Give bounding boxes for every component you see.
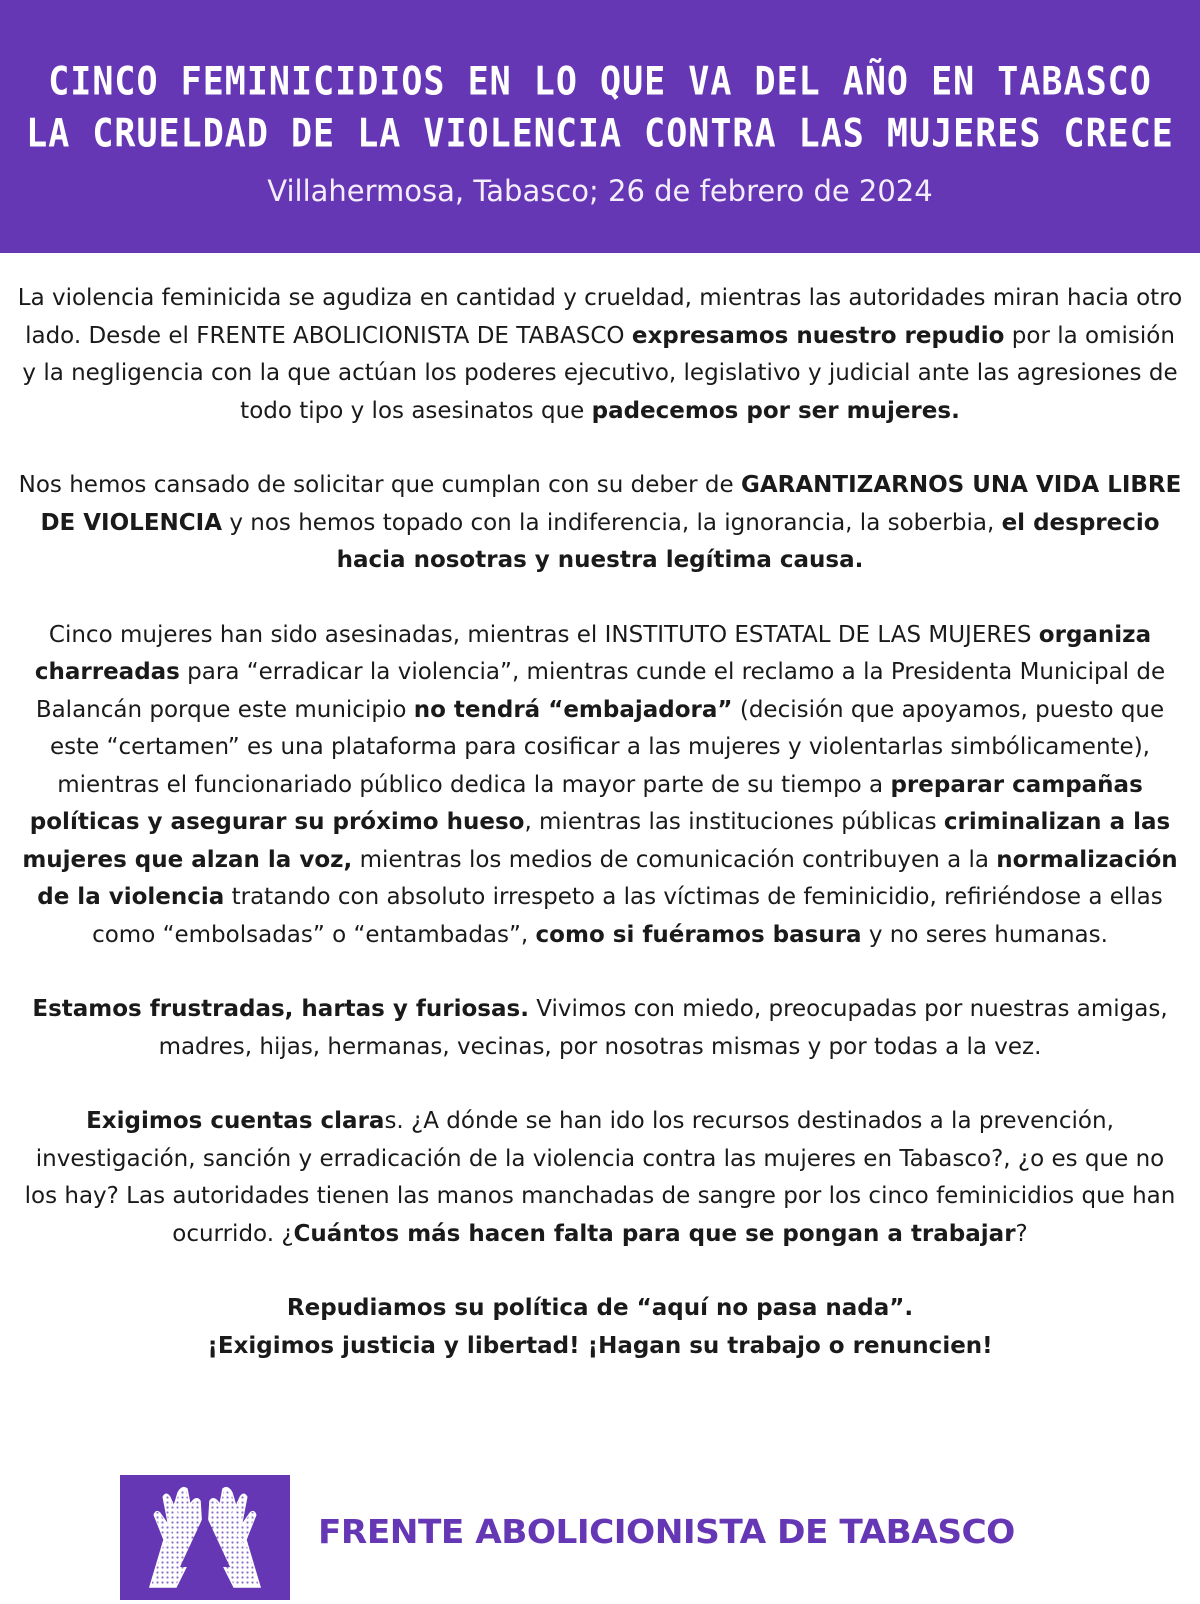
organization-name: FRENTE ABOLICIONISTA DE TABASCO [318, 1512, 1015, 1551]
p1-text-2: por la omisión y la negligencia con la que actúan los poderes ejecutivo, legislativo y judicial ante las agresiones de todo tipo y los asesinatos que [22, 322, 1178, 424]
closing-line-2: ¡Exigimos justicia y libertad! ¡Hagan su trabajo o renuncien! [207, 1332, 993, 1359]
p3-bold-5: normalización de la violencia [37, 846, 1178, 910]
headline-line-2: LA CRUELDAD DE LA VIOLENCIA CONTRA LAS MUJERES CRECE [26, 111, 1174, 157]
p3-text-5: mientras los medios de comunicación contribuyen a la [352, 846, 997, 873]
p3-text-6: tratando con absoluto irrespeto a las víctimas de feminicidio, refiriéndose a ellas como “embolsadas” o “entambadas”, [92, 884, 1163, 948]
p5-bold-1: Exigimos cuentas clara [86, 1108, 385, 1134]
p1-bold-2: padecemos por ser mujeres. [591, 397, 960, 424]
paragraph-3 [16, 617, 1184, 955]
logo-graphic [120, 1475, 290, 1600]
p2-text-2: y nos hemos topado con la indiferencia, la ignorancia, la soberbia, [222, 509, 1002, 536]
p3-bold-6: como si fuéramos basura [535, 921, 862, 948]
paragraph-2 [16, 467, 1184, 580]
paragraph-1 [16, 280, 1184, 430]
p3-bold-1: organiza charreadas [34, 621, 1152, 685]
p3-text-7: y no seres humanas. [861, 921, 1108, 948]
statement-body [16, 280, 1184, 1402]
paragraph-4 [16, 991, 1184, 1066]
p3-text-2: para “erradicar la violencia”, mientras cunde el reclamo a la Presidenta Municipal de Balancán porque este municipio [35, 659, 1166, 723]
p5-text-1: s. ¿A dónde se han ido los recursos destinados a la prevención, investigación, sanción y erradicación de la violencia contra las mujeres en Tabasco?, ¿o es que no los hay? Las autoridades tienen las manos manchadas de sangre por los cinco feminicidios que han ocurrido. ¿ [24, 1108, 1176, 1247]
p3-bold-3: preparar campañas políticas y asegurar su próximo hueso [29, 771, 1143, 835]
p4-bold-1: Estamos frustradas, hartas y furiosas. [32, 996, 529, 1022]
p5-text-2: ? [1015, 1220, 1028, 1247]
closing-line-1: Repudiamos su política de “aquí no pasa nada”. [286, 1295, 914, 1321]
p3-text-3: (decisión que apoyamos, puesto que este “certamen” es una plataforma para cosificar a las mujeres y violentarlas simbólicamente), mientras el funcionariado público dedica la mayor parte de su tiempo a [50, 696, 1165, 798]
p4-text-1: Vivimos con miedo, preocupadas por nuestras amigas, madres, hijas, hermanas, vecinas, por nosotras mismas y por todas a la vez. [158, 996, 1168, 1060]
paragraph-5 [16, 1103, 1184, 1253]
closing-statement [16, 1290, 1184, 1365]
header-banner [0, 0, 1200, 253]
p1-bold-1: expresamos nuestro repudio [631, 322, 1005, 349]
p3-bold-4: criminalizan a las mujeres que alzan la voz, [22, 809, 1171, 873]
headline-line-1: CINCO FEMINICIDIOS EN LO QUE VA DEL AÑO EN TABASCO [48, 59, 1152, 105]
p2-bold-2: el desprecio hacia nosotras y nuestra legítima causa. [336, 509, 1160, 573]
p3-text-4: , mientras las instituciones públicas [524, 809, 944, 835]
p2-text-1: Nos hemos cansado de solicitar que cumplan con su deber de [18, 472, 741, 498]
hands-triangle-icon [120, 1475, 290, 1600]
p2-bold-1: GARANTIZARNOS UNA VIDA LIBRE DE VIOLENCIA [40, 472, 1182, 536]
dateline: Villahermosa, Tabasco; 26 de febrero de 2024 [267, 174, 933, 208]
p1-text-1: La violencia feminicida se agudiza en cantidad y crueldad, mientras las autoridades miran hacia otro lado. Desde el FRENTE ABOLICIONISTA DE TABASCO [17, 285, 1183, 349]
p3-bold-2: no tendrá “embajadora” [413, 696, 733, 723]
p5-bold-2: Cuántos más hacen falta para que se pongan a trabajar [293, 1220, 1016, 1247]
p3-text-1: Cinco mujeres han sido asesinadas, mientras el INSTITUTO ESTATAL DE LAS MUJERES [48, 621, 1039, 648]
